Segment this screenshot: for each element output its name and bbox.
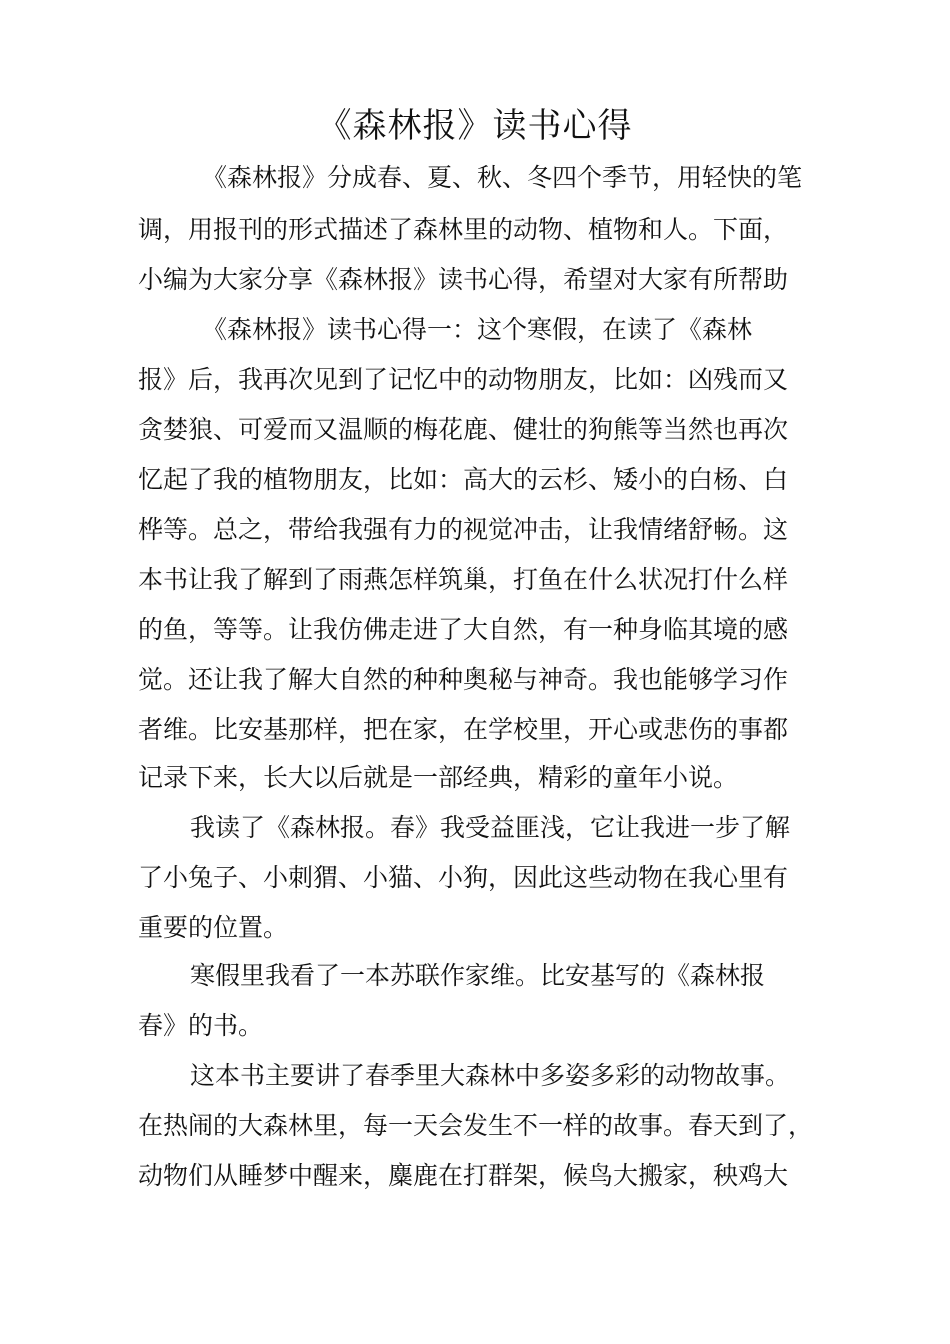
body-line: 报》后，我再次见到了记忆中的动物朋友，比如：凶残而又 [138, 365, 789, 394]
body-line: 桦等。总之，带给我强有力的视觉冲击，让我情绪舒畅。这 [138, 515, 789, 544]
body-line: 的鱼，等等。让我仿佛走进了大自然，有一种身临其境的感 [138, 615, 789, 644]
body-line: 贪婪狼、可爱而又温顺的梅花鹿、健壮的狗熊等当然也再次 [138, 415, 789, 444]
body-line: 记录下来，长大以后就是一部经典，精彩的童年小说。 [138, 763, 739, 792]
body-line: 动物们从睡梦中醒来，麋鹿在打群架，候鸟大搬家，秧鸡大 [138, 1161, 789, 1190]
body-line: 调，用报刊的形式描述了森林里的动物、植物和人。下面， [138, 215, 789, 244]
body-line: 者维。比安基那样，把在家，在学校里，开心或悲伤的事都 [138, 715, 789, 744]
document-title: 《森林报》读书心得 [317, 106, 633, 146]
body-line: 寒假里我看了一本苏联作家维。比安基写的《森林报 [190, 961, 766, 990]
body-line: 《森林报》读书心得一：这个寒假，在读了《森林 [202, 315, 753, 344]
body-line: 我读了《森林报。春》我受益匪浅，它让我进一步了解 [190, 813, 791, 842]
body-line: 了小兔子、小刺猬、小猫、小狗，因此这些动物在我心里有 [138, 863, 789, 892]
body-line: 忆起了我的植物朋友，比如：高大的云杉、矮小的白杨、白 [138, 465, 789, 494]
body-line: 这本书主要讲了春季里大森林中多姿多彩的动物故事。 [190, 1061, 791, 1090]
body-line: 觉。还让我了解大自然的种种奥秘与神奇。我也能够学习作 [138, 665, 789, 694]
body-line: 本书让我了解到了雨燕怎样筑巢，打鱼在什么状况打什么样 [138, 565, 789, 594]
body-line: 小编为大家分享《森林报》读书心得，希望对大家有所帮助 [138, 265, 789, 294]
body-line: 在热闹的大森林里，每一天会发生不一样的故事。春天到了， [138, 1111, 814, 1140]
body-line: 重要的位置。 [138, 913, 289, 942]
body-line: 《森林报》分成春、夏、秋、冬四个季节，用轻快的笔 [202, 163, 803, 192]
body-line: 春》的书。 [138, 1011, 264, 1040]
